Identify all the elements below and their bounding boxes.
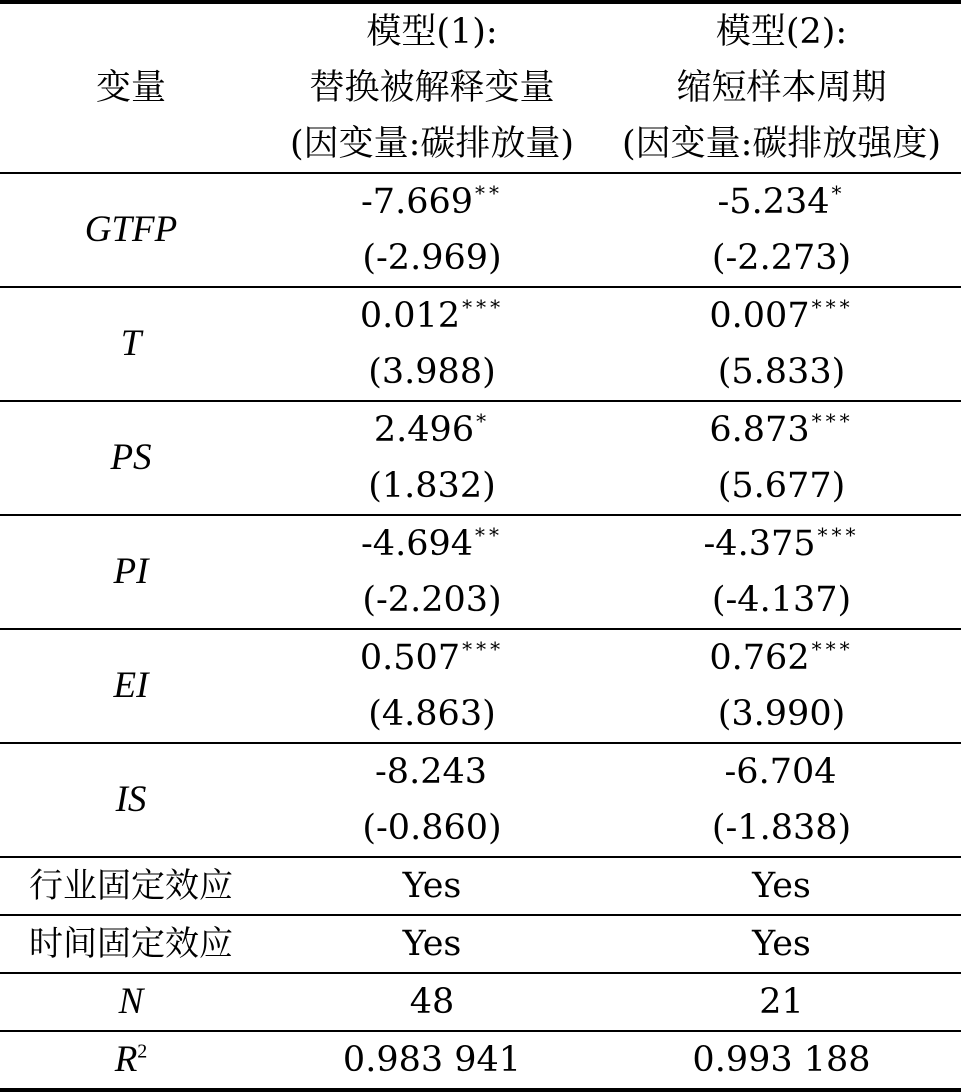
- variable-name: EI: [0, 629, 262, 743]
- header-model-1-line-1: 模型(1):: [366, 12, 498, 52]
- significance-stars: ***: [811, 295, 854, 320]
- significance-stars: ***: [811, 409, 854, 434]
- coefficient: 0.007: [709, 296, 810, 336]
- significance-stars: *: [831, 181, 846, 206]
- significance-stars: **: [475, 523, 504, 548]
- table-row-time-fe: [0, 915, 961, 973]
- model-2-cell: [602, 173, 961, 287]
- t-statistic: (5.677): [717, 466, 846, 506]
- model-2-cell: [602, 629, 961, 743]
- model-2-value: 21: [602, 973, 961, 1031]
- model-2-cell: [602, 515, 961, 629]
- row-label: N: [0, 973, 262, 1031]
- t-statistic: (5.833): [717, 352, 846, 392]
- model-2-value: Yes: [602, 857, 961, 915]
- t-statistic: (1.832): [368, 466, 496, 506]
- t-statistic: (4.863): [368, 694, 496, 734]
- t-statistic: (-2.969): [362, 238, 502, 278]
- header-model-1-line-2: 替换被解释变量: [309, 68, 555, 108]
- model-1-cell: [262, 515, 602, 629]
- coefficient: 0.507: [359, 638, 461, 678]
- table-row-pi: [0, 515, 961, 629]
- coefficient: -5.234: [717, 182, 830, 222]
- r-symbol: R: [114, 1039, 138, 1080]
- header-model-1-line-3: (因变量:碳排放量): [289, 124, 575, 164]
- model-1-cell: [262, 287, 602, 401]
- t-statistic: (-2.203): [362, 580, 502, 620]
- header-model-2-line-3: (因变量:碳排放强度): [621, 124, 942, 164]
- header-model-2-line-2: 缩短样本周期: [676, 68, 887, 108]
- variable-name: T: [0, 287, 262, 401]
- model-1-value: 0.983 941: [262, 1031, 602, 1090]
- model-1-value: Yes: [262, 915, 602, 973]
- model-1-cell: [262, 743, 602, 857]
- r-superscript: 2: [137, 1040, 148, 1063]
- model-1-value: Yes: [262, 857, 602, 915]
- significance-stars: ***: [817, 523, 860, 548]
- model-1-value: 48: [262, 973, 602, 1031]
- significance-stars: *: [476, 409, 491, 434]
- table-row-n: [0, 973, 961, 1031]
- coefficient: 0.762: [709, 638, 810, 678]
- model-1-cell: [262, 401, 602, 515]
- coefficient: -7.669: [360, 182, 474, 222]
- coefficient: -4.375: [703, 524, 816, 564]
- table-row-is: [0, 743, 961, 857]
- coefficient: -6.704: [724, 752, 837, 792]
- significance-stars: **: [475, 181, 504, 206]
- model-1-cell: [262, 173, 602, 287]
- coefficient: 2.496: [373, 410, 475, 450]
- t-statistic: (-4.137): [711, 580, 852, 620]
- table-row-gtfp: [0, 173, 961, 287]
- header-model-2: [602, 2, 961, 173]
- header-model-1: [262, 2, 602, 173]
- coefficient: 0.012: [359, 296, 461, 336]
- table-row-ei: [0, 629, 961, 743]
- t-statistic: (-1.838): [711, 808, 852, 848]
- model-1-cell: [262, 629, 602, 743]
- table-row-t: [0, 287, 961, 401]
- t-statistic: (3.990): [717, 694, 846, 734]
- model-2-cell: [602, 743, 961, 857]
- variable-name: PS: [0, 401, 262, 515]
- row-label: 时间固定效应: [0, 915, 262, 973]
- coefficient: -8.243: [374, 752, 488, 792]
- t-statistic: (-0.860): [362, 808, 502, 848]
- model-2-value: Yes: [602, 915, 961, 973]
- header-model-2-line-1: 模型(2):: [715, 12, 848, 52]
- row-label: 行业固定效应: [0, 857, 262, 915]
- variable-name: PI: [0, 515, 262, 629]
- table-row-industry-fe: [0, 857, 961, 915]
- model-2-cell: [602, 401, 961, 515]
- row-label: [0, 1031, 262, 1090]
- header-row: [0, 2, 961, 173]
- model-2-cell: [602, 287, 961, 401]
- variable-name: IS: [0, 743, 262, 857]
- header-variable: 变量: [0, 2, 262, 173]
- table-row-r2: [0, 1031, 961, 1090]
- coefficient: 6.873: [709, 410, 810, 450]
- model-2-value: 0.993 188: [602, 1031, 961, 1090]
- significance-stars: ***: [811, 637, 854, 662]
- t-statistic: (-2.273): [711, 238, 852, 278]
- coefficient: -4.694: [360, 524, 474, 564]
- variable-name: GTFP: [0, 173, 262, 287]
- significance-stars: ***: [462, 295, 505, 320]
- significance-stars: ***: [462, 637, 505, 662]
- table-row-ps: [0, 401, 961, 515]
- t-statistic: (3.988): [368, 352, 496, 392]
